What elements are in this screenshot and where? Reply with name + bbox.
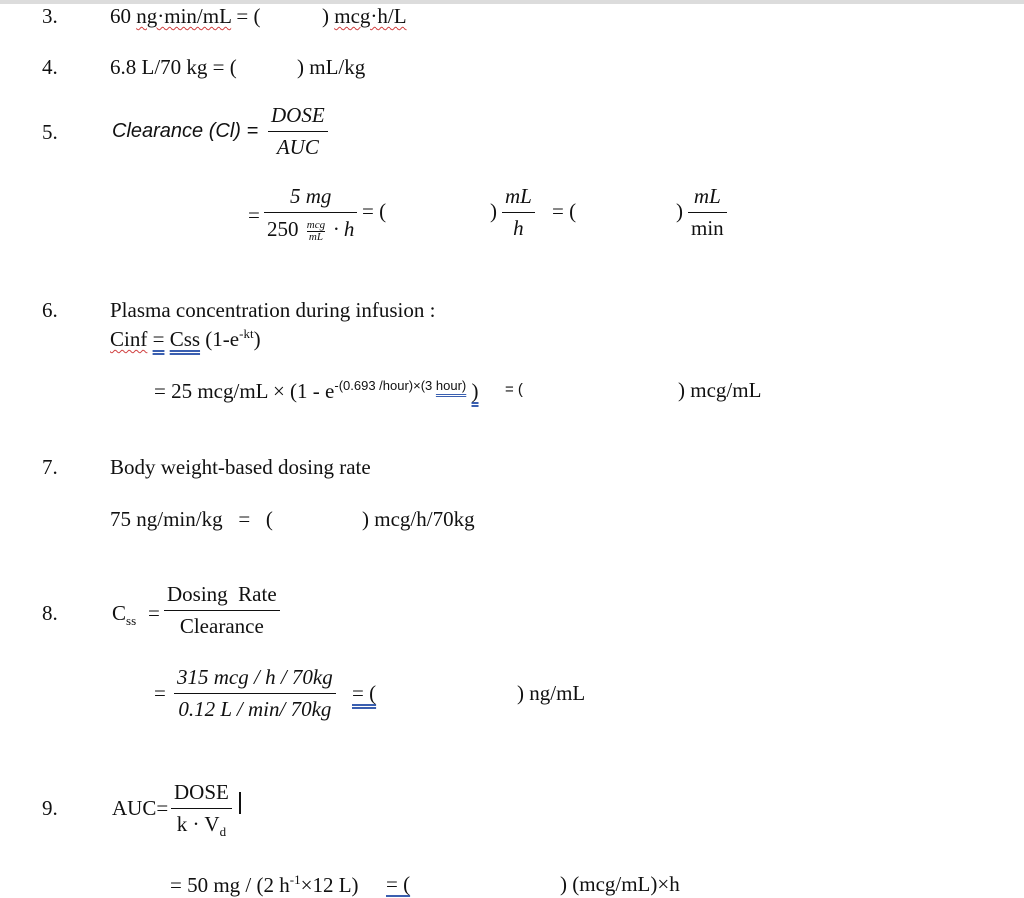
- item-4-equation: 6.8 L/70 kg = (: [110, 55, 237, 79]
- item-number: 9.: [42, 796, 58, 820]
- dose-over-conc-fraction: 5 mg 250 mcg mL · h: [264, 184, 357, 243]
- item-7-answer-close: ) mcg/h/70kg: [362, 507, 475, 531]
- css-calculation-fraction: 315 mcg / h / 70kg 0.12 L / min/ 70kg: [174, 665, 336, 722]
- item-9-answer-close: ) (mcg/mL)×h: [560, 872, 680, 896]
- auc-label: AUC=: [112, 796, 169, 820]
- item-8-answer-close: ) ng/mL: [517, 681, 586, 705]
- item-7-title: Body weight-based dosing rate: [110, 455, 371, 479]
- item-number: 3.: [42, 4, 58, 28]
- auc-calculation: = 50 mg / (2 $h^{-1}\times 12$ L): [170, 872, 359, 897]
- dose-over-kvd-fraction: DOSE $k \cdot V_d$: [171, 780, 232, 840]
- infusion-calculation: = 25 $mcg/mL \times (1 - e^{-(0.693 /hour)\times(3 hour)}$ ): [154, 378, 479, 403]
- item-6-answer-close: ) mcg/mL: [678, 378, 762, 402]
- ml-per-min-fraction: mL min: [688, 184, 727, 241]
- item-number: 4.: [42, 55, 58, 79]
- equals-open: = (: [386, 872, 411, 896]
- equals-open: = (: [552, 199, 577, 223]
- css-label: $C_{ss}$: [112, 601, 137, 629]
- item-6-title: Plasma concentration during infusion :: [110, 298, 436, 322]
- text-cursor: [239, 792, 241, 814]
- item-number: 8.: [42, 601, 58, 625]
- equals-open: = (: [352, 681, 377, 705]
- dose-over-auc-fraction: DOSE AUC: [268, 103, 328, 160]
- item-number: 6.: [42, 298, 58, 322]
- ml-per-h-fraction: $\frac{mL}{h}$: [502, 184, 535, 241]
- close-paren: ): [490, 199, 497, 223]
- equals-sign: =: [154, 681, 166, 705]
- equals-sign: =: [248, 203, 260, 227]
- item-number: 5.: [42, 120, 58, 144]
- infusion-formula: Cinf = Css $(1-e^{-kt})$: [110, 326, 261, 351]
- item-4-answer-close: ) mL/kg: [297, 55, 366, 79]
- dosing-rate-over-clearance-fraction: Dosing Rate Clearance: [164, 582, 280, 639]
- item-3-equation: 60 ng·min/mL = (: [110, 4, 261, 28]
- equals-sign: =: [148, 601, 160, 625]
- item-number: 7.: [42, 455, 58, 479]
- equals-open: = (: [362, 199, 387, 223]
- equals-open: = (: [505, 381, 523, 398]
- mcg-per-ml-small-fraction: mcg mL: [306, 218, 326, 243]
- dosing-rate-equation: 75 ng/min/kg = (: [110, 507, 273, 531]
- close-paren: ): [676, 199, 683, 223]
- clearance-label: Clearance (Cl) =: [112, 120, 259, 142]
- item-3-answer-close: ) mcg·h/L: [322, 4, 407, 28]
